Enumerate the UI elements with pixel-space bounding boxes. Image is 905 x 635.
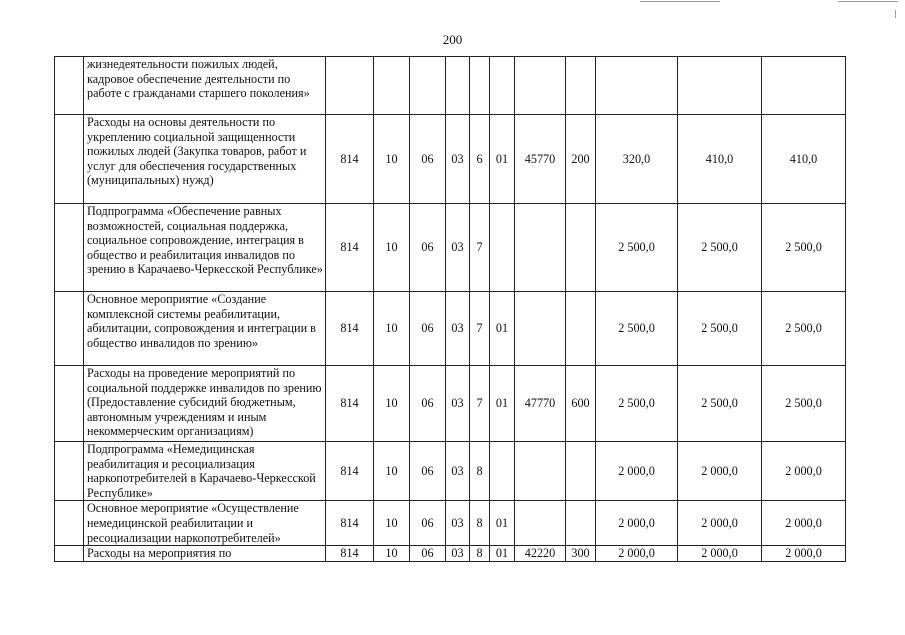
vr-cell: [566, 501, 596, 546]
csr-direction-cell: 47770: [515, 366, 566, 442]
budget-table: [54, 56, 846, 562]
csr-direction-cell: [515, 442, 566, 501]
csr-program-cell: 03: [446, 204, 470, 292]
table-row: [55, 292, 846, 366]
scan-edge-mark: [895, 10, 896, 18]
amount-year-2-cell: [678, 57, 762, 115]
amount-year-2-cell: 2 500,0: [678, 292, 762, 366]
grbs-cell: 814: [326, 292, 374, 366]
csr-program-cell: 03: [446, 546, 470, 562]
amount-year-3-cell: 2 000,0: [762, 501, 846, 546]
page-number: 200: [442, 32, 463, 47]
csr-subprogram-cell: 8: [470, 546, 490, 562]
vr-cell: [566, 57, 596, 115]
grbs-cell: 814: [326, 115, 374, 204]
rz-cell: 10: [374, 546, 410, 562]
item-name-cell: Расходы на мероприятия по: [84, 546, 326, 562]
csr-direction-cell: [515, 204, 566, 292]
csr-direction-cell: [515, 292, 566, 366]
csr-subprogram-cell: [470, 57, 490, 115]
amount-year-3-cell: 2 500,0: [762, 366, 846, 442]
row-number-cell: [55, 115, 84, 204]
csr-direction-cell: [515, 501, 566, 546]
csr-subprogram-cell: 7: [470, 292, 490, 366]
amount-year-1-cell: 320,0: [596, 115, 678, 204]
csr-event-cell: [490, 204, 515, 292]
csr-program-cell: 03: [446, 501, 470, 546]
amount-year-3-cell: 2 000,0: [762, 442, 846, 501]
csr-event-cell: 01: [490, 501, 515, 546]
csr-subprogram-cell: 7: [470, 366, 490, 442]
row-number-cell: [55, 442, 84, 501]
grbs-cell: 814: [326, 442, 374, 501]
table-row: [55, 546, 846, 562]
row-number-cell: [55, 292, 84, 366]
amount-year-2-cell: 2 500,0: [678, 204, 762, 292]
rz-cell: 10: [374, 292, 410, 366]
csr-direction-cell: [515, 57, 566, 115]
pr-cell: [410, 57, 446, 115]
table-row: [55, 204, 846, 292]
vr-cell: [566, 204, 596, 292]
csr-event-cell: 01: [490, 292, 515, 366]
csr-subprogram-cell: 8: [470, 442, 490, 501]
vr-cell: [566, 292, 596, 366]
csr-event-cell: 01: [490, 115, 515, 204]
csr-event-cell: 01: [490, 546, 515, 562]
amount-year-1-cell: 2 000,0: [596, 501, 678, 546]
vr-cell: 600: [566, 366, 596, 442]
row-number-cell: [55, 204, 84, 292]
table-row: [55, 115, 846, 204]
item-name-cell: Расходы на проведение мероприятий по социальной поддержке инвалидов по зрению (Предоставление субсидий бюджетным, автономным учреждениям и иным некоммерческим организациям): [84, 366, 326, 442]
amount-year-1-cell: 2 500,0: [596, 292, 678, 366]
item-name-cell: жизнедеятельности пожилых людей, кадровое обеспечение деятельности по работе с гражданами старшего поколения»: [84, 57, 326, 115]
amount-year-2-cell: 2 000,0: [678, 501, 762, 546]
item-name-cell: Основное мероприятие «Создание комплексной системы реабилитации, абилитации, сопровождения и интеграции в общество инвалидов по зрению»: [84, 292, 326, 366]
amount-year-1-cell: [596, 57, 678, 115]
item-name-cell: Основное мероприятие «Осуществление немедицинской реабилитации и ресоциализации наркопотребителей»: [84, 501, 326, 546]
grbs-cell: 814: [326, 366, 374, 442]
pr-cell: 06: [410, 546, 446, 562]
rz-cell: 10: [374, 366, 410, 442]
table-row: [55, 442, 846, 501]
item-name-cell: Подпрограмма «Обеспечение равных возможностей, социальная поддержка, социальное сопровождение, интеграция в общество и реабилитация инвалидов по зрению в Карачаево-Черкесской Республике»: [84, 204, 326, 292]
amount-year-3-cell: 410,0: [762, 115, 846, 204]
grbs-cell: 814: [326, 501, 374, 546]
amount-year-2-cell: 2 000,0: [678, 442, 762, 501]
csr-program-cell: 03: [446, 115, 470, 204]
amount-year-1-cell: 2 000,0: [596, 442, 678, 501]
amount-year-2-cell: 410,0: [678, 115, 762, 204]
pr-cell: 06: [410, 115, 446, 204]
amount-year-1-cell: 2 000,0: [596, 546, 678, 562]
vr-cell: 200: [566, 115, 596, 204]
csr-subprogram-cell: 8: [470, 501, 490, 546]
amount-year-3-cell: 2 500,0: [762, 204, 846, 292]
pr-cell: 06: [410, 292, 446, 366]
rz-cell: 10: [374, 501, 410, 546]
pr-cell: 06: [410, 442, 446, 501]
csr-event-cell: 01: [490, 366, 515, 442]
grbs-cell: 814: [326, 204, 374, 292]
amount-year-3-cell: 2 500,0: [762, 292, 846, 366]
csr-program-cell: 03: [446, 292, 470, 366]
amount-year-2-cell: 2 500,0: [678, 366, 762, 442]
pr-cell: 06: [410, 501, 446, 546]
csr-program-cell: 03: [446, 366, 470, 442]
pr-cell: 06: [410, 204, 446, 292]
row-number-cell: [55, 366, 84, 442]
table-row: [55, 501, 846, 546]
csr-event-cell: [490, 442, 515, 501]
row-number-cell: [55, 546, 84, 562]
item-name-cell: Подпрограмма «Немедицинская реабилитация и ресоциализация наркопотребителей в Карачаево-Черкесской Республике»: [84, 442, 326, 501]
vr-cell: [566, 442, 596, 501]
pr-cell: 06: [410, 366, 446, 442]
table-row: [55, 366, 846, 442]
table-row: [55, 57, 846, 115]
scan-edge-mark: [838, 1, 898, 2]
rz-cell: 10: [374, 204, 410, 292]
amount-year-1-cell: 2 500,0: [596, 204, 678, 292]
amount-year-1-cell: 2 500,0: [596, 366, 678, 442]
item-name-cell: Расходы на основы деятельности по укреплению социальной защищенности пожилых людей (Закупка товаров, работ и услуг для обеспечения государственных (муниципальных) нужд): [84, 115, 326, 204]
amount-year-3-cell: [762, 57, 846, 115]
row-number-cell: [55, 57, 84, 115]
csr-subprogram-cell: 7: [470, 204, 490, 292]
rz-cell: [374, 57, 410, 115]
grbs-cell: 814: [326, 546, 374, 562]
rz-cell: 10: [374, 442, 410, 501]
csr-event-cell: [490, 57, 515, 115]
csr-program-cell: 03: [446, 442, 470, 501]
rz-cell: 10: [374, 115, 410, 204]
csr-program-cell: [446, 57, 470, 115]
row-number-cell: [55, 501, 84, 546]
amount-year-2-cell: 2 000,0: [678, 546, 762, 562]
grbs-cell: [326, 57, 374, 115]
amount-year-3-cell: 2 000,0: [762, 546, 846, 562]
csr-direction-cell: 42220: [515, 546, 566, 562]
vr-cell: 300: [566, 546, 596, 562]
csr-direction-cell: 45770: [515, 115, 566, 204]
scan-edge-mark: [640, 1, 720, 2]
csr-subprogram-cell: 6: [470, 115, 490, 204]
